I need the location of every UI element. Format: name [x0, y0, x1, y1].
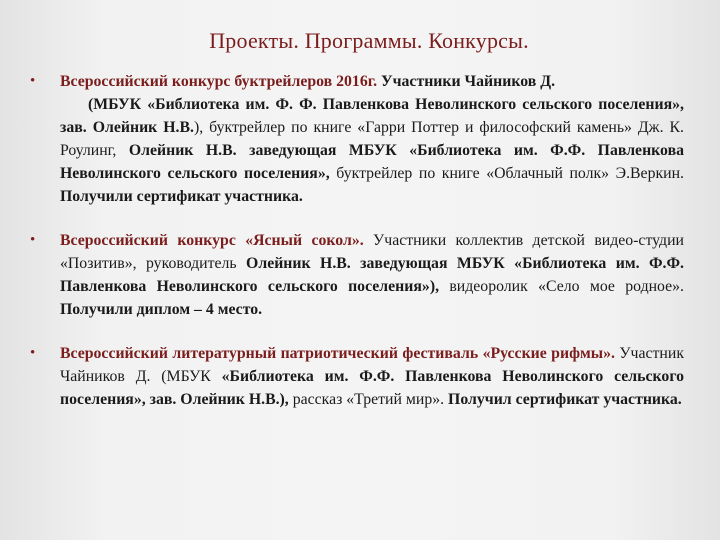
bullet-item-yasny-sokol-contest [30, 229, 684, 321]
work-text: рассказ «Третий мир». [288, 391, 449, 408]
result-text: Получил сертификат участника. [448, 391, 682, 408]
work-text: видеоролик «Село мое родное». [439, 278, 685, 295]
leader-name: Олейник Н.В. [92, 119, 194, 136]
slide-title: Проекты. Программы. Конкурсы. [209, 28, 529, 53]
participants-text: Участники коллектив детской видео-студии «Позитив», руководитель [60, 232, 684, 272]
result-text: Получили сертификат участника. [60, 188, 303, 205]
bullet-marker: • [30, 73, 36, 89]
leader-text: Олейник Н.В. заведующая МБУК «Библиотека им. Ф.Ф. Павленкова Неволинского сельского поселения»), [60, 255, 684, 295]
leader-text: Олейник Н.В. заведующая МБУК «Библиотека им. Ф.Ф. Павленкова Неволинского сельского поселения», [60, 142, 684, 182]
bullet-marker: • [30, 232, 36, 248]
contest-title: Всероссийский конкурс буктрейлеров 2016г. [60, 73, 378, 90]
organization-text: «Библиотека им. Ф.Ф. Павленкова Неволинского сельского поселения», зав. Олейник Н.В.), [60, 368, 685, 408]
bullet-item-russkie-rifmy-festival [30, 342, 684, 411]
bullet-list [30, 70, 684, 411]
work-text: буктрейлер по книге «Облачный полк» Э.Веркин. [329, 165, 684, 182]
participants-text: Участники Чайников Д. [377, 73, 556, 90]
result-text: Получили диплом – 4 место. [60, 301, 263, 318]
bullet-item-booktrailer-contest [30, 70, 684, 208]
organization-text: (МБУК «Библиотека им. Ф. Ф. Павленкова Неволинского сельского поселения», зав. [60, 96, 684, 136]
contest-title: Всероссийский конкурс «Ясный сокол». [60, 232, 364, 249]
bullet-marker: • [30, 345, 36, 361]
contest-title: Всероссийский литературный патриотический фестиваль «Русские рифмы». [60, 345, 615, 362]
participants-text: Участник Чайников Д. (МБУК [60, 345, 684, 385]
work-text: ), буктрейлер по книге «Гарри Поттер и философский камень» Дж. К. Роулинг, [60, 119, 684, 159]
